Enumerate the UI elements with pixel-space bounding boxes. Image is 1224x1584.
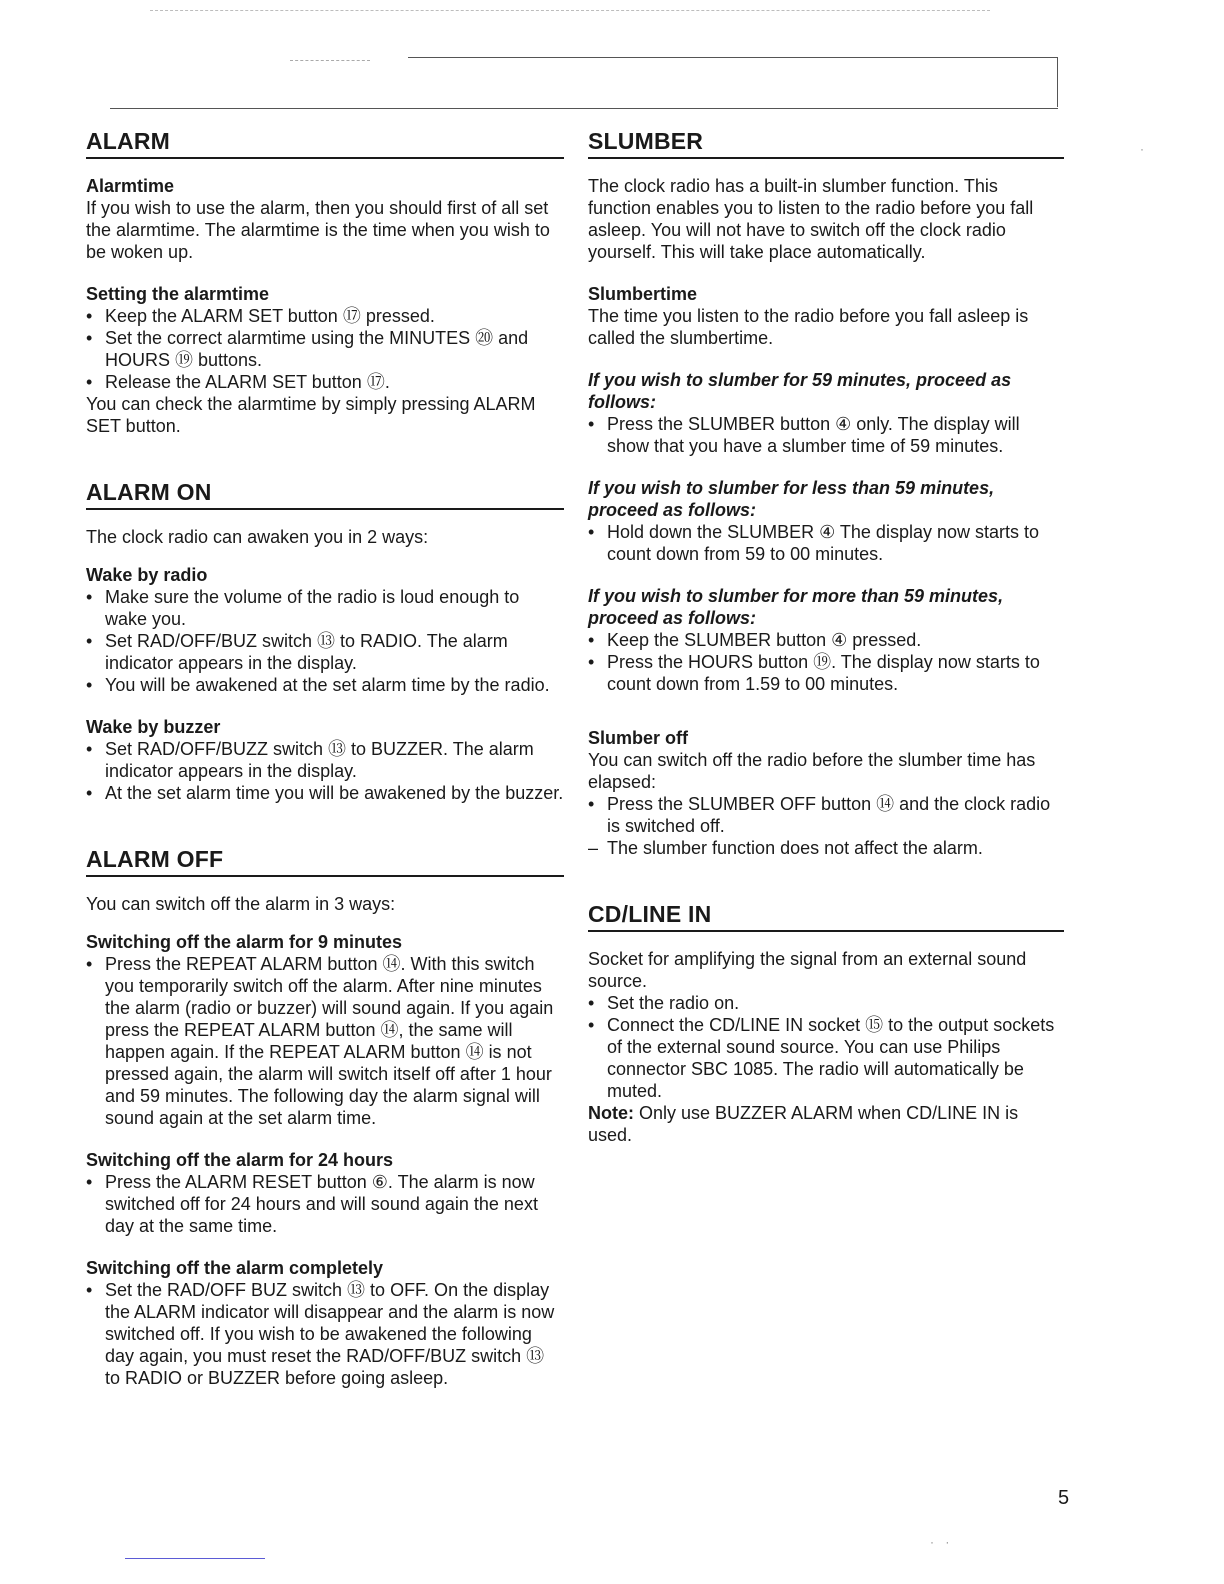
left-column [86,128,564,1389]
italic-subheading: If you wish to slumber for less than 59 minutes, proceed as follows: [588,478,995,520]
list-item: • Hold down the SLUMBER ④ The display now starts to count down from 59 to 00 minutes. [588,521,1064,565]
subheading: Switching off the alarm for 9 minutes [86,932,403,952]
list-item: • Press the SLUMBER OFF button ⑭ and the clock radio is switched off. [588,793,1064,837]
right-column [588,128,1064,1146]
bullet-list [588,992,1064,1102]
italic-subheading: If you wish to slumber for 59 minutes, proceed as follows: [588,370,1012,412]
section-alarm [86,128,564,437]
bullet-list [86,1279,564,1389]
list-item: • Press the SLUMBER button ④ only. The display will show that you have a slumber time of 59 minutes. [588,413,1064,457]
dash-list [588,837,1064,859]
subheading: Slumbertime [588,284,698,304]
section-alarm-on [86,479,564,804]
list-item: • Set the RAD/OFF BUZ switch ⑬ to OFF. On the display the ALARM indicator will disappear and the alarm is now switched off. If you wish to be awakened the following day again, you must reset the RAD/OFF/BUZ switch ⑬ to RADIO or BUZZER before going asleep. [86,1279,564,1389]
bullet-list [86,305,564,393]
subheading: Setting the alarmtime [86,284,270,304]
list-item: – The slumber function does not affect the alarm. [588,837,1064,859]
subheading: Switching off the alarm for 24 hours [86,1150,394,1170]
list-item: • Set RAD/OFF/BUZZ switch ⑬ to BUZZER. The alarm indicator appears in the display. [86,738,564,782]
section-intro: The clock radio has a built-in slumber function. This function enables you to listen to the radio before you fall asleep. You will not have to switch off the clock radio yourself. This will take place automatically. [588,176,1034,262]
bullet-list [86,586,564,696]
subheading: Wake by buzzer [86,717,221,737]
subheading: Slumber off [588,728,689,748]
note [588,1102,1064,1146]
list-item: • Connect the CD/LINE IN socket ⑮ to the output sockets of the external sound source. You can use Philips connector SBC 1085. The radio will automatically be muted. [588,1014,1064,1102]
list-item: • Press the ALARM RESET button ⑥. The alarm is now switched off for 24 hours and will sound again the next day at the same time. [86,1171,564,1237]
list-item: • Press the HOURS button ⑲. The display now starts to count down from 1.59 to 00 minutes. [588,651,1064,695]
section-heading: ALARM ON [86,479,564,510]
paragraph: If you wish to use the alarm, then you should first of all set the alarmtime. The alarmtime is the time when you wish to be woken up. [86,198,550,262]
list-item: • Release the ALARM SET button ⑰. [86,371,564,393]
header-box-right-rule [1057,57,1058,107]
paragraph: You can switch off the radio before the slumber time has elapsed: [588,750,1036,792]
note-label: Note: [588,1103,634,1123]
section-heading: ALARM [86,128,564,159]
list-item: • Keep the SLUMBER button ④ pressed. [588,629,1064,651]
bullet-list [86,1171,564,1237]
scan-speck: · [1140,142,1148,156]
list-item: • Set RAD/OFF/BUZ switch ⑬ to RADIO. The alarm indicator appears in the display. [86,630,564,674]
bullet-list [588,521,1064,565]
paragraph: You can check the alarmtime by simply pressing ALARM SET button. [86,394,536,436]
bullet-list [588,793,1064,837]
paragraph: The time you listen to the radio before you fall asleep is called the slumbertime. [588,306,1029,348]
section-intro: Socket for amplifying the signal from an external sound source. [588,949,1027,991]
subheading: Switching off the alarm completely [86,1258,384,1278]
section-intro: You can switch off the alarm in 3 ways: [86,894,396,914]
page-number: 5 [1058,1487,1070,1509]
bullet-list [86,953,564,1129]
bottom-rule [125,1558,265,1559]
list-item: • At the set alarm time you will be awakened by the buzzer. [86,782,564,804]
list-item: • Set the radio on. [588,992,1064,1014]
bullet-list [86,738,564,804]
italic-subheading: If you wish to slumber for more than 59 minutes, proceed as follows: [588,586,1004,628]
section-heading: SLUMBER [588,128,1064,159]
section-heading: ALARM OFF [86,846,564,877]
section-cd-line-in [588,901,1064,1146]
list-item: • You will be awakened at the set alarm time by the radio. [86,674,564,696]
bullet-list [588,413,1064,457]
list-item: • Keep the ALARM SET button ⑰ pressed. [86,305,564,327]
bullet-list [588,629,1064,695]
section-alarm-off [86,846,564,1389]
note-text: Only use BUZZER ALARM when CD/LINE IN is used. [588,1103,1019,1145]
subheading: Alarmtime [86,176,175,196]
scan-top-rule [150,10,990,11]
list-item: • Press the REPEAT ALARM button ⑭. With this switch you temporarily switch off the alarm. After nine minutes the alarm (radio or buzzer) will sound again. If you again press the REPEAT ALARM button ⑭, the same will happen again. If the REPEAT ALARM button ⑭ is not pressed again, the alarm will switch itself off after 1 hour and 59 minutes. The following day the alarm signal will sound again at the set alarm time. [86,953,564,1129]
header-box-bottom-rule [110,108,1058,109]
subheading: Wake by radio [86,565,208,585]
section-intro: The clock radio can awaken you in 2 ways: [86,527,429,547]
header-box-top-rule [408,57,1058,58]
scan-dash-mark [290,60,370,61]
list-item: • Set the correct alarmtime using the MINUTES ⑳ and HOURS ⑲ buttons. [86,327,564,371]
section-slumber [588,128,1064,859]
scan-speck: · · [930,1535,954,1549]
section-heading: CD/LINE IN [588,901,1064,932]
list-item: • Make sure the volume of the radio is loud enough to wake you. [86,586,564,630]
